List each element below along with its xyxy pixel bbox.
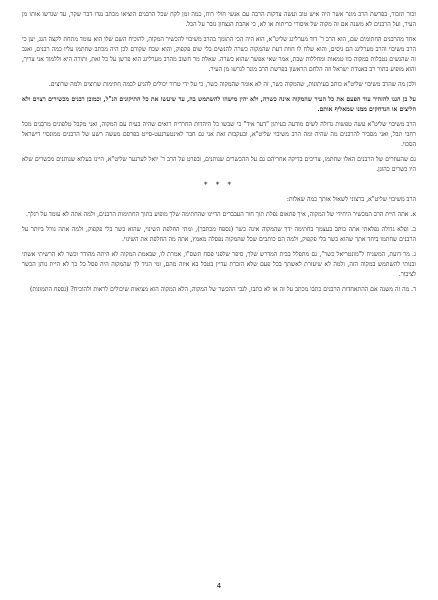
question-b: ב. ופלא גדולה נפלאתי אתה כותב בעצמך בחתימה ידך שהמקוה אינה כשר (נספח מכתבך), ומתי החלפת השינוי, שהוא כשר בלי פקפוק, ולמה אתה גורל ביותר על הרבנים שחתמו ביחד אתך שהוא כשר בלי פקפוק, ולמה הם כותבים שכל שהמקוה נפסלה מאמץ, אתה מה החלפת את השינוי.: [22, 226, 416, 243]
paragraph-1: זכור תזכור, בפרשת הרב מונר אשר היה איש טוב ועשה צדקות הרבה עם אנשי חולי רוח, כמה זמן לקח שכל הרבנים הוציאו מכתב נגדו דבר שקר, עד שגרשו אותו מן העיר, ועל הרבנים לא משנה אם זה מקוה של איסורי כריתות או לא, כי אהבת הנצחון גובר על הכל.: [22, 11, 416, 28]
paragraph-5: הרב משיבוי שליט"א עשה טפשות גדולה לשים מודעה בעיתון "דער איד" כי שבשו כל היהדות החרדית רואים שהיה בעית עם המקוה, ואני מקבל טלפונים מרבנים מכל רחבי תבל, ואני מסביר להרבנים מה שהיה ומה הרב משיבוי שליט"א, ובעקבות זאת אני גם חבר לאינטערנעט-סייט בפרסם מעשה רשע של הרבנים ממונסיי דישראל הסכוי.: [22, 121, 416, 148]
section-divider: * * *: [204, 181, 234, 189]
question-a: א. אתה היית הרב המכשיר היחידי של המקוה, איך פתאום נפלת תוך חור העבברים הדיינו שהחתימה שלך מופיע בתוך החתימות הרבנים, ולמה אתה לא עומד על רגלך.: [25, 211, 416, 218]
paragraph-6: גם שהעוזרים של הרבנים האלו שחתמו, צריכים בדיקה אחריהם גם על ההכשרים שנותנים, ובפרט על הרב ר' יואל לערנער שליט"א, היינו בעלוא שנותנים מכשרים שלא היו כשרים כהוגן.: [22, 156, 416, 173]
page-number: 4: [216, 582, 222, 590]
questions-intro: הרב משיבוי שליט"א, ברצוני לשאול אותך כמה שאלות:: [286, 196, 416, 203]
question-c: ג. מר דועת, המשגיח ל"מונטריאל כשר", גם מתפלל בבית המדרש שלך, סיפר שלפני פסח תשס"ו, אמרת לו, שבאמת המקוה לא היתה מהודר וכשר לא הרשיתי אשתי ובנותי להשתמש במקוה הזה, ולמה לא שיעזרת לאשתך בכל פעם שלא הזכרת עדיין בטבל בא איזה מהם, ומי הגיד לך שהמקוה היה פסל כל כך לא היית נותן הכשר לציבור.: [22, 251, 416, 278]
paragraph-2: אחד מהרבנים החתומים שם, הוא הרב ר' דוד מערליגג שליט"א, הוא היה הכי התומך בהרב משיבוי להכשיר המקוה, להוכיח השם שלו הוא עומד מתחת לקצה הגג, יען כי הרב משיבוי והרב מערליגג הם גיסים, והוא שלח לו חוות דעת שהמקוה כשרה להנשים בלי שום פקפוק, והוא שכח שקודם לכן היה מכתב שחתמו עליו כמה רבנים, ואגב זה שהנשים נטבלות במקוה כזו טמאות ומחללות שבת, אמר שאי אפשר שהוא כשרה. שאלת מר חשוב מהרב מערליגג הוא פרשן על כל זאת, ותורה היא וללמוד אני צריך, והוא מופיע בתור רב באגודת ישראל וזה הלחם הראשון בפרשת הרב מונר לגרשו מן העיר.: [22, 36, 416, 73]
question-d: ד. מה זה משנה אם ההתאחדות הרבנים כתבו מכתב על זה או לא כתבו, לגבי ההכשר של המקוה, הלא המקוה הוא מציאות שיכולים לראות ולהוכיח? (נספח התמונות): [29, 286, 416, 293]
warning-paragraph: על כן הננו להזהיר עוד הפעם את כל העיר שהמקוה אינה כשרה, ולא יהין מישהו להשתמש בה, עד שיעשו את כל התיקונים הנ"ל, וכמובן רבנים מכשירים רצוים ולא הליצים או הנדחקים ממנו שמאליף אותם.: [22, 96, 416, 113]
paragraph-3: ולכן מה שהרב משיבוי שליט"א כותב בעיתונות, שהמקוה כשר, זה לא אומר שהמקוה כשר, כי על ידי טרור יכולים להגיע לכמה חתימות שרוצים ולמה שרוצים.: [48, 81, 416, 88]
